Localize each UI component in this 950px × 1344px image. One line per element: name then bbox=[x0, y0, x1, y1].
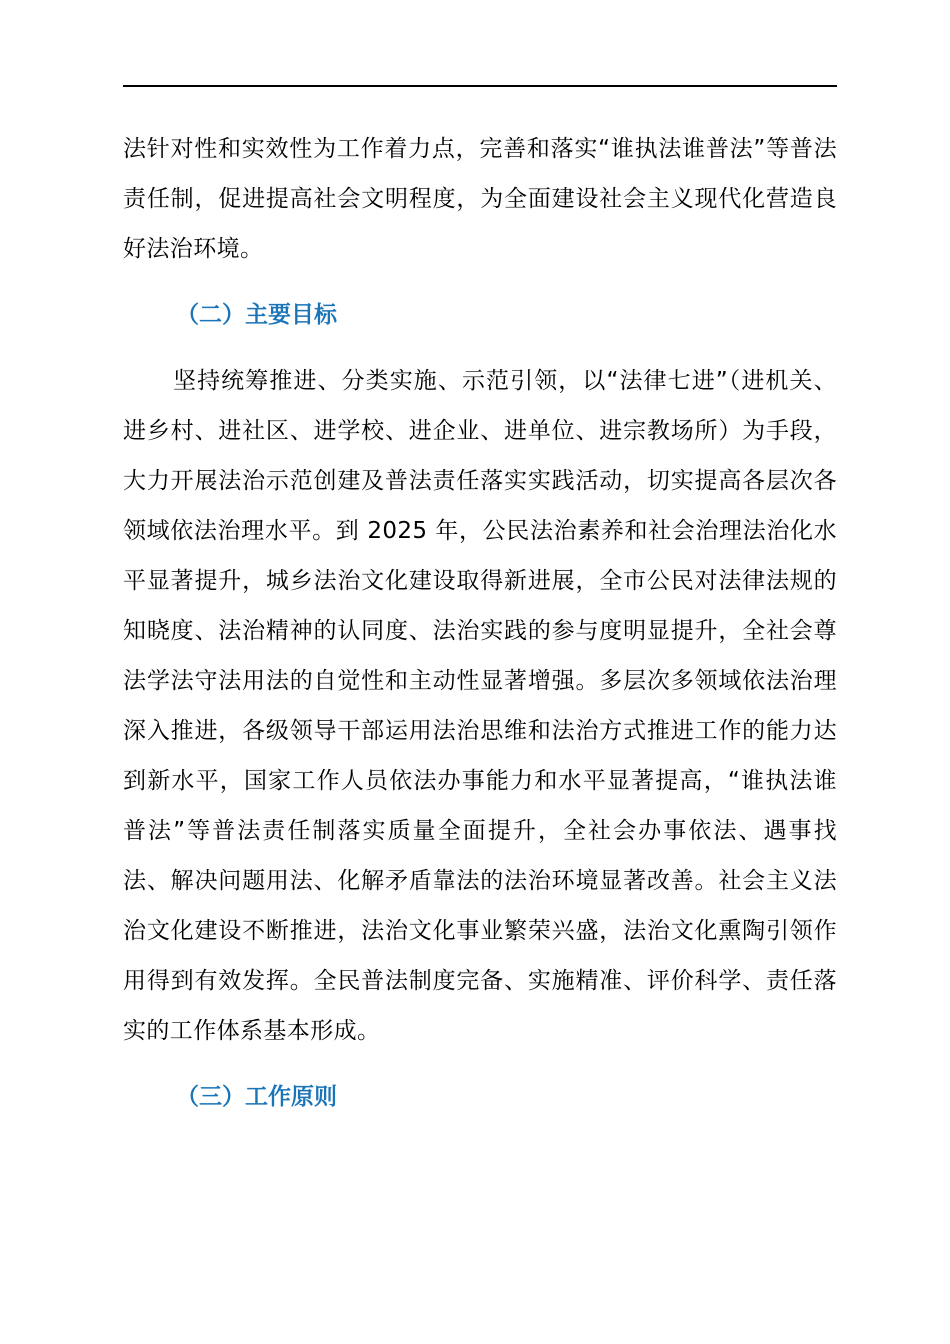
body-paragraph: 法针对性和实效性为工作着力点，完善和落实“谁执法谁普法”等普法责任制，促进提高社会文明程度，为全面建设社会主义现代化营造良好法治环境。 bbox=[123, 136, 837, 262]
section-heading-work-principles: （三）工作原则 bbox=[176, 1084, 337, 1110]
header-rule bbox=[123, 85, 837, 87]
section-heading-main-goals: （二）主要目标 bbox=[176, 302, 337, 328]
document-body bbox=[123, 124, 837, 1122]
body-paragraph: 坚持统筹推进、分类实施、示范引领，以“法律七进”（进机关、进乡村、进社区、进学校、进企业、进单位、进宗教场所）为手段，大力开展法治示范创建及普法责任落实实践活动，切实提高各层次各领域依法治理水平。到 2025 年，公民法治素养和社会治理法治化水平显著提升，城乡法治文化建设取得新进展，全市公民对法律法规的知晓度、法治精神的认同度、法治实践的参与度明显提升，全社会尊法学法守法用法的自觉性和主动性显著增强。多层次多领域依法治理深入推进，各级领导干部运用法治思维和法治方式推进工作的能力达到新水平，国家工作人员依法办事能力和水平显著提高，“谁执法谁普法”等普法责任制落实质量全面提升，全社会办事依法、遇事找法、解决问题用法、化解矛盾靠法的法治环境显著改善。社会主义法治文化建设不断推进，法治文化事业繁荣兴盛，法治文化熏陶引领作用得到有效发挥。全民普法制度完备、实施精准、评价科学、责任落实的工作体系基本形成。 bbox=[123, 368, 837, 1044]
